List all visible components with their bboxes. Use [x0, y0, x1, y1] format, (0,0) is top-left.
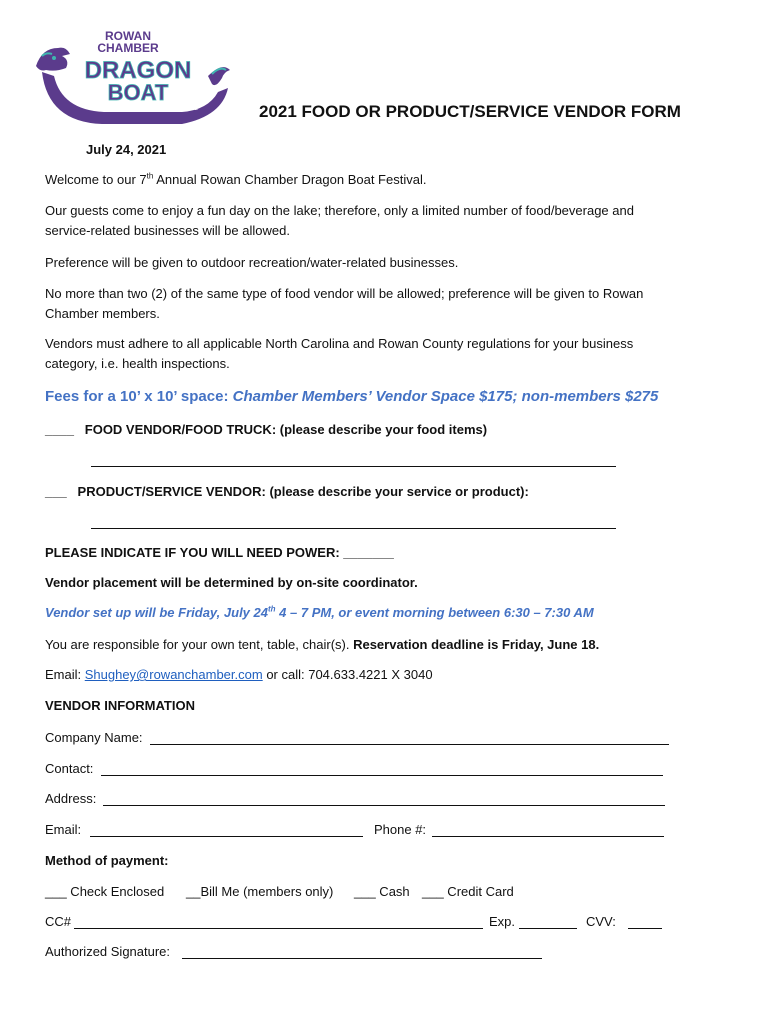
food-description-line[interactable]: [91, 466, 616, 467]
payment-cash-option[interactable]: ___ Cash: [354, 884, 410, 899]
form-date: July 24, 2021: [86, 142, 167, 157]
dragon-boat-festival-logo: [32, 26, 232, 130]
vendor-info-heading: VENDOR INFORMATION: [45, 698, 195, 713]
address-label: Address:: [45, 791, 97, 806]
signature-field[interactable]: [182, 958, 542, 959]
logo-chamber: CHAMBER: [97, 41, 159, 55]
logo-festival: FESTIVAL: [170, 106, 198, 112]
payment-check-option[interactable]: ___ Check Enclosed: [45, 884, 165, 899]
exp-label: Exp.: [489, 914, 516, 929]
signature-label: Authorized Signature:: [45, 944, 171, 959]
logo-rowan: ROWAN: [105, 29, 151, 43]
cc-label: CC#: [45, 914, 72, 929]
email-field[interactable]: [90, 836, 363, 837]
product-description-line[interactable]: [91, 528, 616, 529]
exp-field[interactable]: [519, 928, 577, 929]
setup-note: Vendor set up will be Friday, July 24th 4 – 7 PM, or event morning between 6:30 – 7:30 AM: [45, 604, 594, 620]
payment-credit-option[interactable]: ___ Credit Card: [422, 884, 514, 899]
intro-paragraph-4: Vendors must adhere to all applicable North Carolina and Rowan County regulations for your business category, i.e. health inspections.: [45, 336, 634, 371]
page-title: 2021 FOOD OR PRODUCT/SERVICE VENDOR FORM: [259, 102, 681, 121]
payment-heading: Method of payment:: [45, 853, 169, 868]
placement-note: Vendor placement will be determined by on-site coordinator.: [45, 575, 418, 590]
email-link[interactable]: Shughey@rowanchamber.com: [84, 667, 263, 682]
logo-boat: BOAT: [107, 80, 169, 105]
phone-label: Phone #:: [374, 822, 427, 837]
payment-bill-option[interactable]: __Bill Me (members only): [186, 884, 334, 899]
intro-paragraph-3: No more than two (2) of the same type of food vendor will be allowed; preference will be given to Rowan Chamber members.: [45, 286, 644, 321]
cc-number-field[interactable]: [74, 928, 483, 929]
logo-dragon: DRAGON: [84, 57, 192, 84]
company-name-field[interactable]: [150, 744, 669, 745]
company-name-label: Company Name:: [45, 730, 143, 745]
intro-paragraph-2: Preference will be given to outdoor recreation/water-related businesses.: [45, 255, 459, 270]
power-question[interactable]: PLEASE INDICATE IF YOU WILL NEED POWER: _______: [45, 545, 394, 560]
intro-paragraph-1: Our guests come to enjoy a fun day on the lake; therefore, only a limited number of food/beverage and service-related businesses will be allowed.: [45, 203, 634, 238]
email-label: Email:: [45, 822, 82, 837]
responsibility-note: You are responsible for your own tent, table, chair(s). Reservation deadline is Friday, June 18.: [45, 637, 600, 652]
fees-heading: Fees for a 10’ x 10’ space: Chamber Members’ Vendor Space $175; non-members $275: [45, 388, 659, 405]
welcome-text: Welcome to our 7th Annual Rowan Chamber Dragon Boat Festival.: [45, 171, 427, 187]
contact-label: Contact:: [45, 761, 94, 776]
contact-field[interactable]: [101, 775, 663, 776]
food-vendor-option[interactable]: ____ FOOD VENDOR/FOOD TRUCK: (please describe your food items): [45, 422, 488, 437]
contact-line: Email: Shughey@rowanchamber.com or call: 704.633.4221 X 3040: [45, 667, 433, 682]
cvv-field[interactable]: [628, 928, 662, 929]
phone-field[interactable]: [432, 836, 664, 837]
address-field[interactable]: [103, 805, 665, 806]
cvv-label: CVV:: [586, 914, 616, 929]
product-vendor-option[interactable]: ___ PRODUCT/SERVICE VENDOR: (please describe your service or product):: [45, 484, 529, 499]
